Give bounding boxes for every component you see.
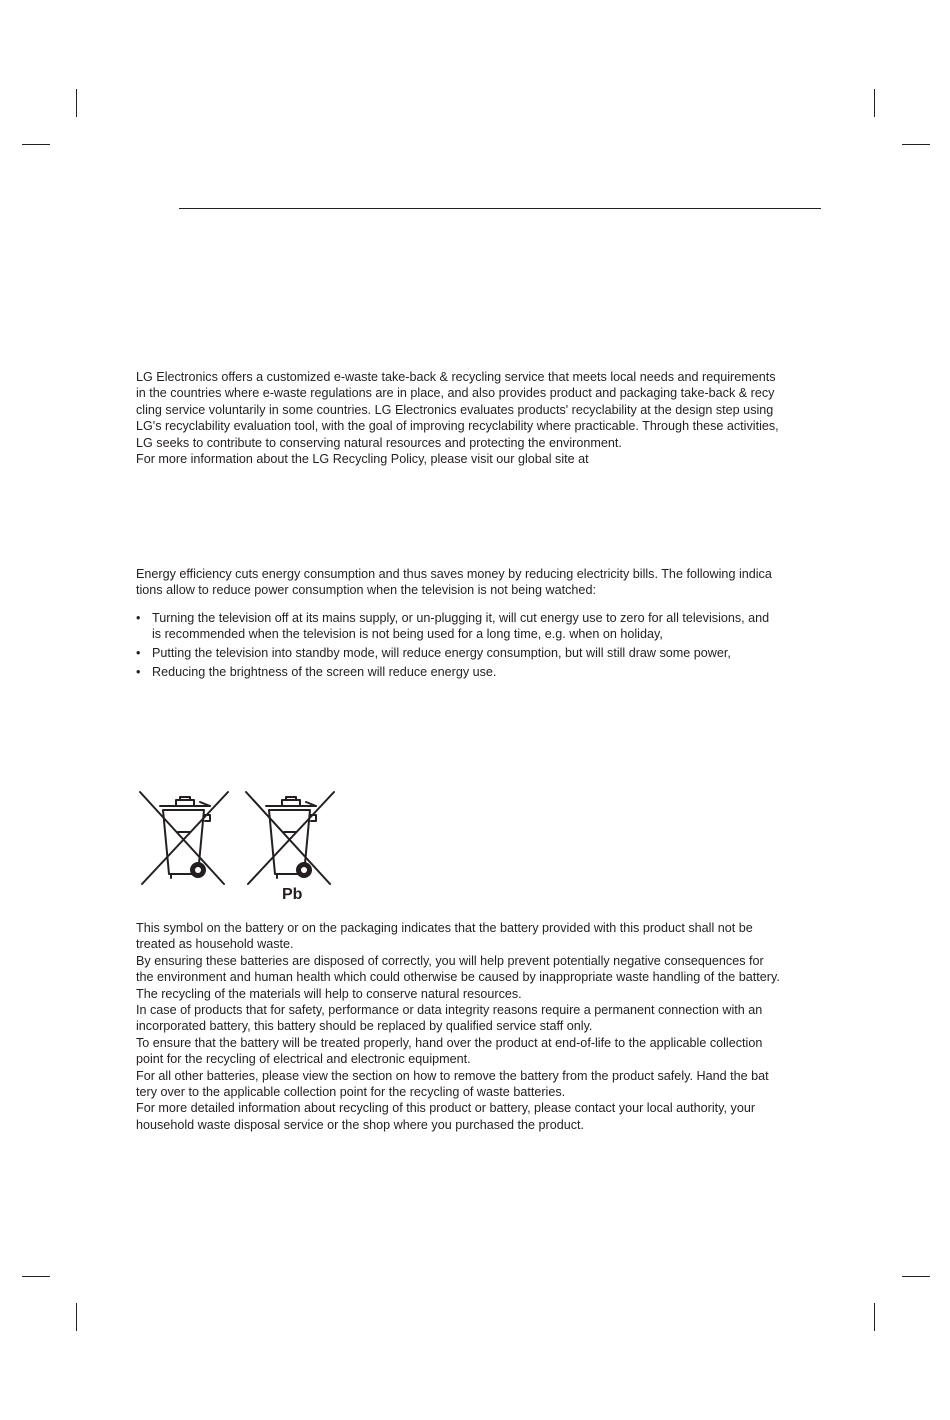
text-line: is recommended when the television is not being used for a long time, e.g. when on holiday,	[152, 627, 663, 642]
list-item	[136, 610, 820, 643]
text-line: For all other batteries, please view the section on how to remove the battery from the product safely. Hand the bat	[136, 1068, 769, 1083]
crossed-out-wheeled-bin-pb-icon	[246, 792, 334, 884]
text-line: cling service voluntarily in some countries. LG Electronics evaluates products' recyclability at the design step using	[136, 402, 774, 417]
list-item	[136, 664, 820, 680]
crop-mark-top-right-vertical	[874, 89, 875, 117]
text-line: Reducing the brightness of the screen will reduce energy use.	[152, 665, 497, 680]
text-line: LG Electronics offers a customized e-waste take-back & recycling service that meets local needs and requirements	[136, 370, 776, 384]
text-line: the environment and human health which could otherwise be caused by inappropriate waste handling of the battery.	[136, 970, 780, 985]
text-line: The recycling of the materials will help to conserve natural resources.	[136, 986, 522, 1001]
text-line: Putting the television into standby mode, will reduce energy consumption, but will still draw some power,	[152, 645, 731, 660]
crop-mark-top-left-vertical	[76, 89, 77, 117]
crop-mark-top-right-horizontal	[902, 144, 930, 145]
text-line: tions allow to reduce power consumption when the television is not being watched:	[136, 583, 596, 598]
text-line: Turning the television off at its mains supply, or un-plugging it, will cut energy use to zero for all televisions, and	[152, 611, 770, 625]
crop-mark-bottom-left-horizontal	[22, 1276, 50, 1277]
header-rule	[179, 208, 821, 209]
text-line: By ensuring these batteries are disposed of correctly, you will help prevent potentially negative consequences for	[136, 953, 764, 968]
pb-label: Pb	[282, 886, 303, 903]
text-line: point for the recycling of electrical and electronic equipment.	[136, 1052, 471, 1067]
text-line: LG's recyclability evaluation tool, with the goal of improving recyclability where practicable. Through these activities,	[136, 419, 779, 434]
text-line: treated as household waste.	[136, 937, 294, 952]
text-line: incorporated battery, this battery should be replaced by qualified service staff only.	[136, 1019, 593, 1034]
battery-disposal-symbols	[136, 788, 340, 904]
crop-mark-bottom-left-vertical	[76, 1303, 77, 1331]
text-line: in the countries where e-waste regulations are in place, and also provides product and packaging take-back & recy	[136, 386, 775, 401]
text-line: tery over to the applicable collection point for the recycling of waste batteries.	[136, 1085, 566, 1100]
text-line: In case of products that for safety, performance or data integrity reasons require a permanent connection with an	[136, 1003, 763, 1018]
battery-disposal-symbols-graphic	[136, 788, 340, 904]
bullet-glyph: •	[136, 645, 141, 660]
crop-mark-top-left-horizontal	[22, 144, 50, 145]
bullet-glyph: •	[136, 665, 141, 680]
recycling-paragraph	[136, 369, 820, 467]
text-line: For more information about the LG Recycling Policy, please visit our global site at	[136, 452, 589, 467]
crop-mark-bottom-right-horizontal	[902, 1276, 930, 1277]
text-line: Energy efficiency cuts energy consumption and thus saves money by reducing electricity bills. The following indica	[136, 567, 772, 581]
energy-intro	[136, 566, 820, 599]
bullet-glyph: •	[136, 611, 141, 625]
text-line: To ensure that the battery will be treated properly, hand over the product at end-of-life to the applicable collection	[136, 1035, 763, 1050]
energy-saving-list	[136, 610, 820, 681]
crop-mark-bottom-right-vertical	[874, 1303, 875, 1331]
crossed-out-wheeled-bin-icon	[140, 792, 228, 884]
battery-paragraph	[136, 920, 820, 1133]
text-line: This symbol on the battery or on the packaging indicates that the battery provided with this product shall not be	[136, 921, 753, 935]
list-item	[136, 645, 820, 661]
text-line: LG seeks to contribute to conserving natural resources and protecting the environment.	[136, 435, 622, 450]
text-line: household waste disposal service or the shop where you purchased the product.	[136, 1117, 585, 1132]
text-line: For more detailed information about recycling of this product or battery, please contact your local authority, your	[136, 1101, 756, 1116]
